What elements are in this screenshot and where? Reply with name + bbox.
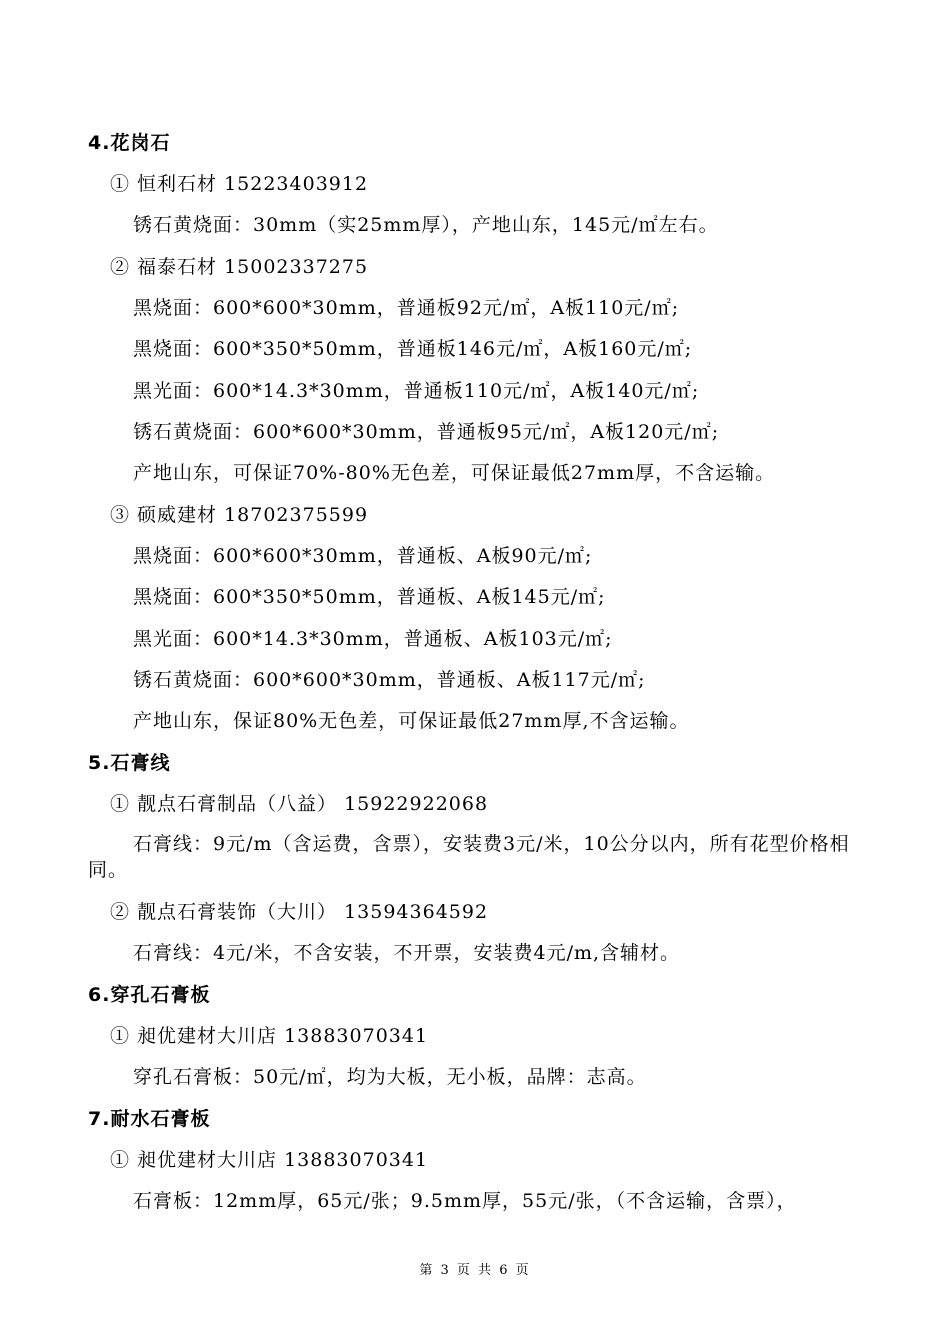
section-heading-granite: 4.花岗石	[88, 132, 171, 154]
supplier-name: ① 昶优建材大川店 13883070341	[110, 1025, 429, 1047]
price-line: 黑烧面：600*600*30mm，普通板、A板90元/㎡;	[133, 545, 593, 567]
price-line: 石膏线：4元/米，不含安装，不开票，安装费4元/m,含辅材。	[133, 942, 681, 964]
price-line: 黑光面：600*14.3*30mm，普通板110元/㎡，A板140元/㎡;	[133, 380, 700, 402]
supplier-name: ① 昶优建材大川店 13883070341	[110, 1149, 429, 1171]
price-line: 黑光面：600*14.3*30mm，普通板、A板103元/㎡;	[133, 628, 613, 650]
supplier-name: ② 靓点石膏装饰（大川） 13594364592	[110, 901, 489, 923]
price-line: 黑烧面：600*350*50mm，普通板146元/㎡，A板160元/㎡;	[133, 338, 693, 360]
supplier-name: ① 恒利石材 15223403912	[110, 173, 369, 195]
section-heading-perforated-board: 6.穿孔石膏板	[88, 984, 211, 1006]
price-line: 穿孔石膏板：50元/㎡，均为大板，无小板，品牌：志高。	[133, 1066, 647, 1088]
price-line: 石膏板：12mm厚，65元/张；9.5mm厚，55元/张，（不含运输，含票），	[133, 1190, 797, 1212]
price-line: 黑烧面：600*350*50mm，普通板、A板145元/㎡;	[133, 586, 606, 608]
supplier-name: ③ 硕威建材 18702375599	[110, 504, 369, 526]
page-footer: 第 3 页 共 6 页	[419, 1263, 531, 1278]
price-line: 锈石黄烧面：600*600*30mm，普通板95元/㎡，A板120元/㎡;	[133, 421, 720, 443]
price-line: 锈石黄烧面：30mm（实25mm厚），产地山东，145元/㎡左右。	[133, 214, 719, 236]
section-heading-moisture-board: 7.耐水石膏板	[88, 1108, 211, 1130]
price-paragraph: 石膏线：9元/m（含运费，含票），安装费3元/米，10公分以内，所有花型价格相同。	[88, 833, 850, 881]
note-line: 产地山东，保证80%无色差，可保证最低27mm厚,不含运输。	[133, 710, 690, 732]
section-heading-gypsum-line: 5.石膏线	[88, 752, 171, 774]
note-line: 产地山东，可保证70%-80%无色差，可保证最低27mm厚，不含运输。	[133, 462, 776, 484]
price-line: 黑烧面：600*600*30mm，普通板92元/㎡，A板110元/㎡;	[133, 297, 680, 319]
supplier-name: ② 福泰石材 15002337275	[110, 256, 369, 278]
supplier-name: ① 靓点石膏制品（八益） 15922922068	[110, 793, 489, 815]
price-line: 锈石黄烧面：600*600*30mm，普通板、A板117元/㎡;	[133, 669, 646, 691]
